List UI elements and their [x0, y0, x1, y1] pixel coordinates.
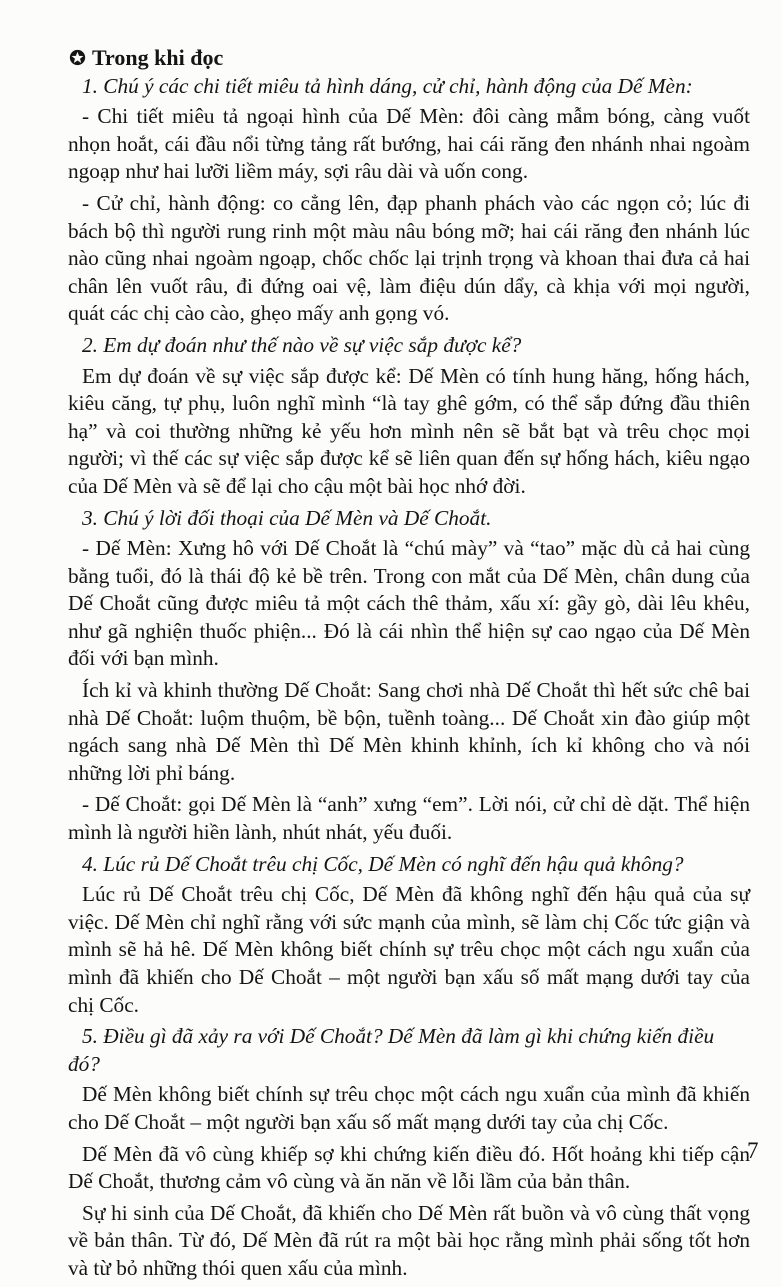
answer-5-2: Dế Mèn đã vô cùng khiếp sợ khi chứng kiến điều đó. Hốt hoảng khi tiếp cận Dế Choắt, thương cảm vô cùng và ăn năn về lỗi lầm của bản thân. — [68, 1141, 750, 1194]
star-bullet-icon — [69, 49, 86, 66]
answer-5-1: Dế Mèn không biết chính sự trêu chọc một cách ngu xuẩn của mình đã khiến cho Dế Choắt – một người bạn xấu số mất mạng dưới tay của chị Cốc. — [68, 1082, 750, 1134]
answer-3-3: - Dế Choắt: gọi Dế Mèn là “anh” xưng “em”. Lời nói, cử chỉ dè dặt. Thể hiện mình là người hiền lành, nhút nhát, yếu đuối. — [68, 792, 750, 845]
answer-3-1: - Dế Mèn: Xưng hô với Dế Choắt là “chú mày” và “tao” mặc dù cả hai cùng bằng tuổi, đó là thái độ kẻ bề trên. Trong con mắt của Dế Mèn, chân dung của Dế Choắt cũng được miêu tả một cách thê thảm, xấu xí: gầy gò, dài lêu khêu, như gã nghiện thuốc phiện... Đó là cái nhìn thể hiện sự cao ngạo của Dế Mèn đối với bạn mình. — [68, 536, 750, 671]
question-2: 2. Em dự đoán như thế nào về sự việc sắp được kể? — [82, 332, 522, 357]
question-3: 3. Chú ý lời đối thoại của Dế Mèn và Dế Choắt. — [82, 505, 492, 530]
page-number: 7 — [747, 1138, 759, 1163]
answer-1-1: - Chi tiết miêu tả ngoại hình của Dế Mèn: đôi càng mẫm bóng, càng vuốt nhọn hoắt, cái đầu nổi từng tảng rất bướng, hai cái răng đen nhánh nhai ngoàm ngoạp như hai lưỡi liềm máy, sợi râu dài và uốn cong. — [68, 104, 750, 184]
question-5: 5. Điều gì đã xảy ra với Dế Choắt? Dế Mèn đã làm gì khi chứng kiến điều đó? — [68, 1024, 715, 1076]
answer-2-1: Em dự đoán về sự việc sắp được kể: Dế Mèn có tính hung hăng, hống hách, kiêu căng, tự phụ, luôn nghĩ mình “là tay ghê gớm, có thể sắp đứng đầu thiên hạ” và coi thường những kẻ yếu hơn mình nên sẽ bắt bạt và trêu chọc mọi người; vì thế các sự việc sắp được kể sẽ liên quan đến sự hống hách, kiêu ngạo của Dế Mèn và sẽ để lại cho cậu một bài học nhớ đời. — [68, 363, 750, 498]
answer-5-3: Sự hi sinh của Dế Choắt, đã khiến cho Dế Mèn rất buồn và vô cùng thất vọng về bản thân. Từ đó, Dế Mèn đã rút ra một bài học rằng mình phải sống tốt hơn và từ bỏ những thói quen xấu của mình. — [68, 1200, 750, 1280]
answer-3-2: Ích kỉ và khinh thường Dế Choắt: Sang chơi nhà Dế Choắt thì hết sức chê bai nhà Dế Choắt: luộm thuộm, bề bộn, tuềnh toàng... Dế Choắt xin đào giúp một ngách sang nhà Dế Mèn thì Dế Mèn khinh khỉnh, ích kỉ không cho và nói những lời phỉ báng. — [68, 678, 750, 785]
page-content — [68, 44, 750, 1287]
question-1: 1. Chú ý các chi tiết miêu tả hình dáng, cử chỉ, hành động của Dế Mèn: — [82, 73, 693, 98]
answer-1-2: - Cử chỉ, hành động: co cẳng lên, đạp phanh phách vào các ngọn cỏ; lúc đi bách bộ thì người rung rinh một màu nâu bóng mỡ; hai cái răng đen nhánh lúc nào cũng nhai ngoàm ngoạp, chốc chốc lại trịnh trọng và khoan thai đưa cả hai chân lên vuốt râu, đi đứng oai vệ, làm điệu dún dẩy, cà khịa với mọi người, quát các chị cào cào, ghẹo mấy anh gọng vó. — [68, 190, 750, 326]
section-heading — [68, 44, 750, 72]
question-4: 4. Lúc rủ Dế Choắt trêu chị Cốc, Dế Mèn có nghĩ đến hậu quả không? — [82, 851, 684, 876]
answer-4-1: Lúc rủ Dế Choắt trêu chị Cốc, Dế Mèn đã không nghĩ đến hậu quả của sự việc. Dế Mèn chỉ nghĩ rằng với sức mạnh của mình, sẽ làm chị Cốc tức giận và mình sẽ hả hê. Dế Mèn không biết chính sự trêu chọc một cách ngu xuẩn của mình đã khiến cho Dế Choắt – một người bạn xấu số mất mạng dưới tay của chị Cốc. — [68, 882, 750, 1017]
section-heading-text: Trong khi đọc — [92, 45, 224, 70]
